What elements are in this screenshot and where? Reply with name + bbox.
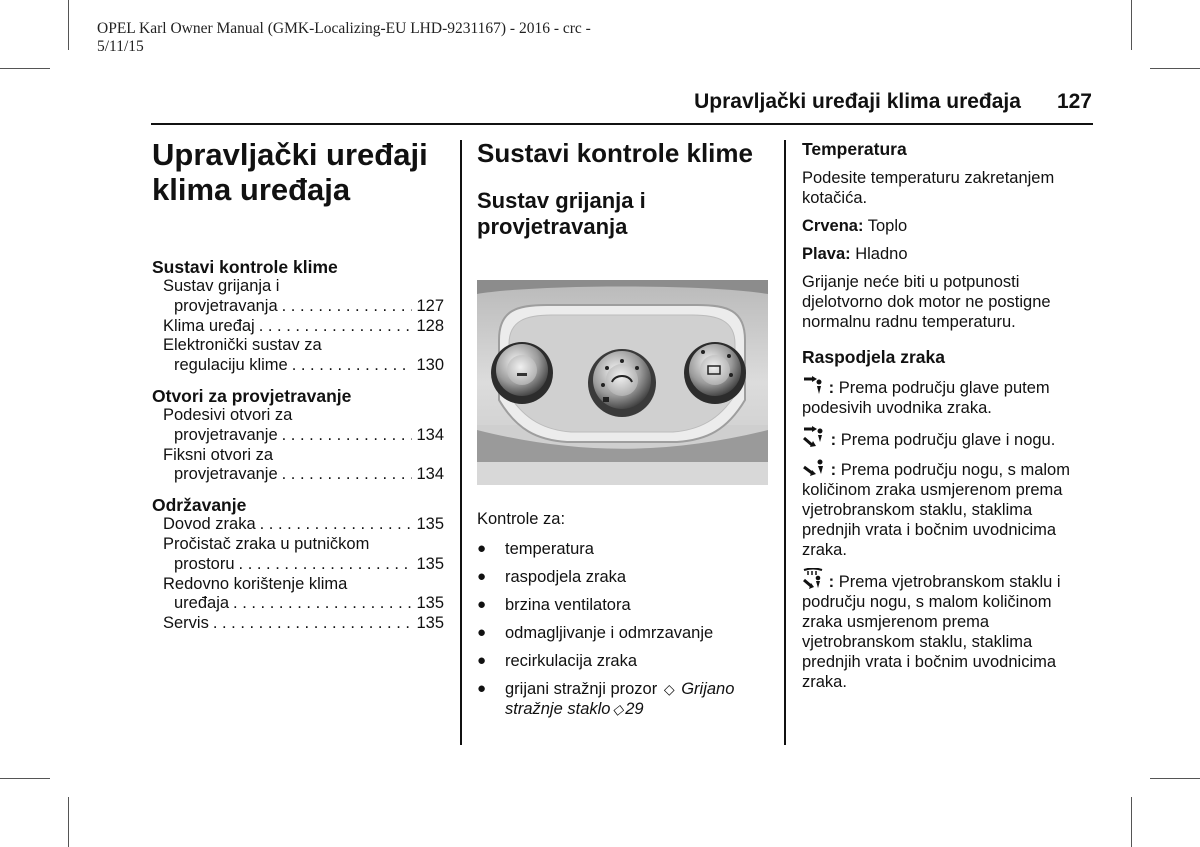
- list-item-text: temperatura: [505, 540, 594, 558]
- toc-entry-text: provjetravanje: [174, 425, 278, 444]
- print-metadata: [97, 20, 637, 56]
- toc-section: [152, 386, 444, 485]
- leader-dots: [239, 555, 413, 575]
- crop-mark: [0, 778, 50, 779]
- list-item: [477, 679, 769, 719]
- toc-page: 135: [416, 515, 444, 534]
- chapter-title: [152, 137, 444, 207]
- toc-entry-text: Klima uređaj: [163, 316, 255, 335]
- toc-entry-line[interactable]: Elektronički sustav za: [163, 336, 322, 355]
- bullet-icon: ●: [477, 624, 487, 641]
- toc-entry-text: prostoru: [174, 554, 235, 573]
- vent-head-feet-icon: [802, 426, 826, 448]
- distribution-item: [802, 458, 1094, 560]
- item-text: Prema vjetrobranskom staklu i području nogu, s malom količinom zraka usmjerenom prema vjetrobranskom staklu, staklima prednjih vrata i bočnim uvodnicima zraka.: [802, 573, 1061, 691]
- toc-page: 134: [416, 465, 444, 484]
- content-column: [477, 138, 769, 727]
- red-value: Toplo: [867, 217, 908, 235]
- crop-mark: [68, 0, 69, 50]
- leader-dots: [259, 317, 413, 337]
- toc-entry-text: uređaja: [174, 594, 230, 613]
- list-item: [477, 567, 769, 587]
- item-colon: :: [828, 573, 835, 591]
- running-header: [560, 90, 1092, 114]
- crop-mark: [1131, 797, 1132, 847]
- list-item: [477, 651, 769, 671]
- toc-entry[interactable]: [152, 356, 444, 376]
- climate-control-panel-photo: [477, 280, 768, 485]
- list-item-text: odmagljivanje i odmrzavanje: [505, 624, 714, 642]
- toc-entry[interactable]: [152, 614, 444, 634]
- column-divider: [784, 140, 786, 745]
- vent-feet-icon: [802, 458, 826, 478]
- leader-dots: [282, 297, 413, 317]
- toc-page: 135: [416, 554, 444, 573]
- item-colon: :: [830, 431, 837, 449]
- section-heading: Sustavi kontrole klime: [477, 138, 753, 168]
- bullet-icon: ●: [477, 652, 487, 669]
- cross-reference-text: Grijano: [681, 680, 735, 698]
- list-item-text-part: grijani stražnji prozor: [505, 680, 658, 698]
- distribution-item: [802, 376, 1094, 418]
- toc-page: 130: [416, 356, 444, 375]
- red-setting: [802, 216, 1094, 236]
- leader-dots: [282, 465, 413, 485]
- temperature-heading: Temperatura: [802, 139, 907, 159]
- item-text: Prema području glave i nogu.: [840, 431, 1056, 449]
- print-metadata-line: OPEL Karl Owner Manual (GMK-Localizing-EU LHD-9231167) - 2016 - crc -: [97, 20, 591, 37]
- leader-dots: [213, 614, 413, 634]
- blue-label: Plava:: [802, 245, 851, 263]
- subsection-heading-line: provjetravanja: [477, 214, 628, 239]
- toc-entry-text: Dovod zraka: [163, 515, 256, 534]
- header-rule: [151, 123, 1093, 125]
- crop-mark: [1150, 778, 1200, 779]
- toc-section-title[interactable]: Sustavi kontrole klime: [152, 257, 338, 277]
- toc-entry-text: provjetravanja: [174, 296, 278, 315]
- toc-section-title[interactable]: Otvori za provjetravanje: [152, 385, 352, 406]
- reference-icon: ◇: [612, 701, 624, 717]
- chapter-column: [152, 137, 444, 644]
- red-label: Crvena:: [802, 217, 864, 235]
- crop-mark: [1131, 0, 1132, 50]
- bullet-icon: ●: [477, 680, 487, 697]
- toc-page: 135: [416, 614, 444, 633]
- toc-entry-text: Servis: [163, 614, 209, 633]
- toc-page: 128: [416, 316, 444, 335]
- cross-reference-text: stražnje staklo: [505, 700, 611, 718]
- list-item-text: [505, 679, 734, 719]
- content-column: [802, 138, 1094, 692]
- bullet-icon: ●: [477, 596, 487, 613]
- running-title: Upravljački uređaji klima uređaja: [694, 90, 1021, 113]
- toc-entry[interactable]: [152, 465, 444, 485]
- toc-entry-line[interactable]: Sustav grijanja i: [163, 277, 280, 295]
- heating-note: Grijanje neće biti u potpunosti djelotvorno dok motor ne postigne normalnu radnu temperaturu.: [802, 273, 1051, 331]
- leader-dots: [292, 356, 413, 376]
- item-text: Prema području glave putem podesivih uvodnika zraka.: [802, 379, 1050, 417]
- leader-dots: [282, 426, 413, 446]
- column-divider: [460, 140, 462, 745]
- list-item-text: raspodjela zraka: [505, 568, 627, 586]
- print-metadata-line: 5/11/15: [97, 38, 144, 55]
- toc-entry-line[interactable]: Pročistač zraka u putničkom: [163, 534, 370, 553]
- toc-entry-text: provjetravanje: [174, 465, 278, 484]
- chapter-title-line: Upravljački uređaji: [152, 137, 428, 172]
- toc-entry[interactable]: [152, 594, 444, 614]
- intro-text: Kontrole za:: [477, 510, 566, 528]
- list-item: [477, 623, 769, 643]
- temperature-text: Podesite temperaturu zakretanjem kotačića.: [802, 169, 1055, 207]
- toc-section-title[interactable]: Održavanje: [152, 495, 247, 516]
- crop-mark: [1150, 68, 1200, 69]
- list-item-text: recirkulacija zraka: [505, 652, 638, 670]
- toc-entry-text: regulaciju klime: [174, 356, 288, 375]
- subsection-heading: [477, 188, 769, 240]
- air-distribution-heading: Raspodjela zraka: [802, 347, 945, 367]
- vent-windshield-feet-icon: [802, 568, 824, 590]
- toc-entry[interactable]: [152, 555, 444, 575]
- control-list: [477, 539, 769, 719]
- item-colon: :: [830, 461, 837, 479]
- toc-section: [152, 495, 444, 634]
- vent-head-icon: [802, 376, 824, 396]
- toc-entry[interactable]: [152, 317, 444, 337]
- list-item: [477, 595, 769, 615]
- subsection-heading-line: Sustav grijanja i: [477, 188, 646, 213]
- toc-page: 127: [416, 296, 444, 315]
- toc-section: [152, 257, 444, 376]
- toc-page: 134: [416, 425, 444, 444]
- bullet-icon: ●: [477, 540, 487, 557]
- toc-entry[interactable]: [152, 515, 444, 535]
- toc-entry-line[interactable]: Podesivi otvori za: [163, 405, 293, 424]
- cross-reference-page: 29: [625, 700, 644, 718]
- page-number: 127: [1056, 90, 1092, 113]
- list-item-text: brzina ventilatora: [505, 596, 631, 614]
- blue-setting: [802, 244, 1094, 264]
- list-item: [477, 539, 769, 559]
- chapter-title-line: klima uređaja: [152, 172, 351, 207]
- toc-entry[interactable]: [152, 297, 444, 317]
- item-text: Prema području nogu, s malom količinom zraka usmjerenom prema vjetrobranskom staklu, staklima prednjih vrata i bočnim uvodnicima zraka.: [802, 461, 1070, 559]
- distribution-item: [802, 568, 1094, 692]
- crop-mark: [0, 68, 50, 69]
- crop-mark: [68, 797, 69, 847]
- toc-entry[interactable]: [152, 426, 444, 446]
- leader-dots: [260, 515, 413, 535]
- distribution-item: [802, 426, 1094, 450]
- blue-value: Hladno: [855, 245, 908, 263]
- item-colon: :: [828, 379, 835, 397]
- toc-entry-line[interactable]: Fiksni otvori za: [163, 445, 274, 464]
- table-of-contents: [152, 257, 444, 634]
- reference-icon: ◇: [663, 681, 675, 697]
- bullet-icon: ●: [477, 568, 487, 585]
- toc-page: 135: [416, 594, 444, 613]
- leader-dots: [233, 594, 412, 614]
- toc-entry-line[interactable]: Redovno korištenje klima: [163, 574, 348, 593]
